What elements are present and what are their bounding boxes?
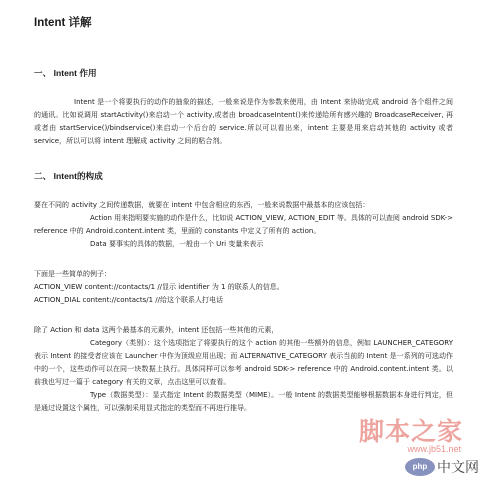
example-dial: ACTION_DIAL content://contacts/1 //给这个联系人打电话 bbox=[34, 296, 223, 304]
example-view: ACTION_VIEW content://contacts/1 //显示 identifier 为 1 的联系人的信息。 bbox=[34, 283, 284, 291]
category-paragraph: Category（类别）：这个选项指定了将要执行的这个 action 的其他一些额外的信息，例如 LAUNCHER_CATEGORY 表示 Intent 的接受者应该在 Launcher 中作为顶级应用出现；而 ALTERNATIVE_CATEGORY 表示当前的 Intent 是一系列的可选动作中的一个，这些动作可以在同一块数据上执行。具体同样可以参考 android SDK-> reference 中的 Android.content.intent 类。以前我也写过一篇于 category 有关的文章，点击这里可以查看。 bbox=[34, 339, 453, 386]
watermark-badge-text: 中文网 bbox=[437, 460, 479, 476]
type-paragraph: Type（数据类型）：显式指定 Intent 的数据类型（MIME）。一般 Intent 的数据类型能够根据数据本身进行判定，但是通过设置这个属性，可以强制采用显式指定的类型而不再进行推导。 bbox=[34, 391, 453, 412]
section1-paragraph: Intent 是一个将要执行的动作的抽象的描述，一般来说是作为参数来使用，由 Intent 来协助完成 android 各个组件之间的通讯。比如说调用 startActivity()来启动一个 activity,或者由 broadcaseIntent()来传递给所有感兴趣的 BroadcaseReceiver, 再或者由 startService()/bindservice()来启动一个后台的 service.所以可以看出来，intent 主要是用来启动其他的 activity 或者 service，所以可以将 intent 理解成 activity 之间的粘合剂。 bbox=[34, 98, 453, 145]
data-paragraph: Data 要事实的具体的数据，一般由一个 Uri 变量来表示 bbox=[90, 240, 264, 248]
doc-title: Intent 详解 bbox=[34, 17, 92, 29]
php-logo-icon: php bbox=[405, 458, 435, 476]
section1-heading: 一、 Intent 作用 bbox=[34, 68, 97, 78]
watermark-url: www.jb51.net bbox=[407, 444, 461, 454]
section2-intro: 要在不同的 activity 之间传递数据，就要在 intent 中包含相应的东西，一般来说数据中最基本的应该包括： bbox=[34, 201, 370, 209]
examples-intro: 下面是一些简单的例子： bbox=[34, 270, 111, 278]
action-paragraph: Action 用来指明要实施的动作是什么，比如说 ACTION_VIEW, ACTION_EDIT 等。具体的可以查阅 android SDK-> reference 中的 Android.content.intent 类，里面的 constants 中定义了所有的 action。 bbox=[34, 214, 453, 235]
other-elements-intro: 除了 Action 和 data 这两个最基本的元素外，intent 还包括一些其他的元素， bbox=[34, 326, 279, 334]
section2-heading: 二、 Intent的构成 bbox=[34, 171, 103, 181]
watermark-logo: 脚本之家 bbox=[358, 417, 463, 446]
